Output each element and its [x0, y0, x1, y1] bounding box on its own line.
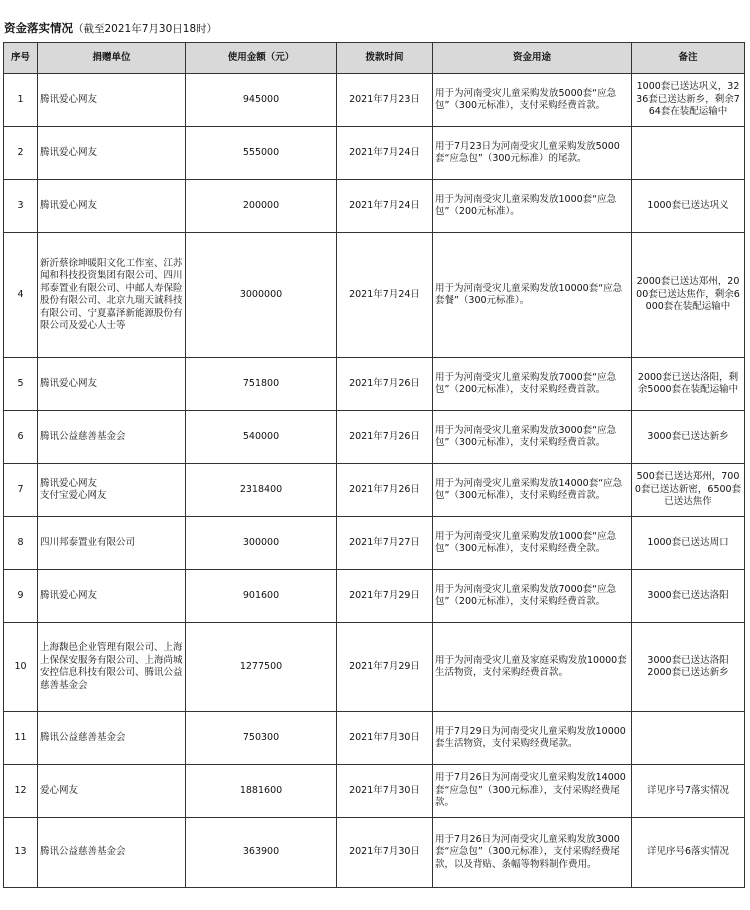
amount-used-cell: 555000 — [186, 127, 337, 180]
row-number-cell: 5 — [4, 358, 38, 411]
fund-purpose-cell: 用于为河南受灾儿童采购发放7000套“应急包”（200元标准），支付采购经费首款。 — [433, 358, 632, 411]
table-row — [4, 818, 745, 888]
fund-purpose-cell: 用于为河南受灾儿童及家庭采购发放10000套生活物资，支付采购经费首款。 — [433, 623, 632, 712]
donor-unit-cell: 腾讯公益慈善基金会 — [38, 712, 186, 765]
row-number-cell: 7 — [4, 464, 38, 517]
row-number-cell: 12 — [4, 765, 38, 818]
row-number-cell: 4 — [4, 233, 38, 358]
allocation-date-cell: 2021年7月26日 — [337, 358, 433, 411]
funds-table — [3, 42, 745, 888]
amount-used-cell: 750300 — [186, 712, 337, 765]
table-row — [4, 411, 745, 464]
fund-purpose-cell: 用于为河南受灾儿童采购发放1000套“应急包”（200元标准）。 — [433, 180, 632, 233]
table-row — [4, 127, 745, 180]
table-header-row — [4, 43, 745, 74]
amount-used-cell: 751800 — [186, 358, 337, 411]
fund-purpose-cell: 用于为河南受灾儿童采购发放7000套“应急包”（200元标准），支付采购经费首款。 — [433, 570, 632, 623]
fund-purpose-cell: 用于为河南受灾儿童采购发放14000套“应急包”（300元标准），支付采购经费首款。 — [433, 464, 632, 517]
amount-used-cell: 363900 — [186, 818, 337, 888]
amount-used-cell: 540000 — [186, 411, 337, 464]
table-row — [4, 712, 745, 765]
header-no: 序号 — [4, 43, 38, 74]
amount-used-cell: 1277500 — [186, 623, 337, 712]
row-number-cell: 3 — [4, 180, 38, 233]
allocation-date-cell: 2021年7月24日 — [337, 233, 433, 358]
donor-unit-cell: 爱心网友 — [38, 765, 186, 818]
row-number-cell: 13 — [4, 818, 38, 888]
row-number-cell: 10 — [4, 623, 38, 712]
fund-purpose-cell: 用于为河南受灾儿童采购发放10000套“应急套餐”（300元标准）。 — [433, 233, 632, 358]
table-row — [4, 517, 745, 570]
remarks-cell: 2000套已送达洛阳，剩余5000套在装配运输中 — [632, 358, 745, 411]
donor-unit-cell: 腾讯爱心网友 — [38, 127, 186, 180]
row-number-cell: 11 — [4, 712, 38, 765]
allocation-date-cell: 2021年7月30日 — [337, 765, 433, 818]
row-number-cell: 9 — [4, 570, 38, 623]
remarks-cell — [632, 127, 745, 180]
remarks-cell — [632, 712, 745, 765]
remarks-cell: 3000套已送达洛阳 — [632, 570, 745, 623]
remarks-cell: 详见序号7落实情况 — [632, 765, 745, 818]
row-number-cell: 8 — [4, 517, 38, 570]
allocation-date-cell: 2021年7月23日 — [337, 74, 433, 127]
amount-used-cell: 2318400 — [186, 464, 337, 517]
fund-purpose-cell: 用于为河南受灾儿童采购发放3000套“应急包”（300元标准），支付采购经费首款。 — [433, 411, 632, 464]
table-row — [4, 570, 745, 623]
header-amount: 使用金额（元） — [186, 43, 337, 74]
row-number-cell: 2 — [4, 127, 38, 180]
donor-unit-cell: 上海馥邑企业管理有限公司、上海上保保安服务有限公司、上海尚城安控信息科技有限公司、腾讯公益慈善基金会 — [38, 623, 186, 712]
fund-purpose-cell: 用于为河南受灾儿童采购发放1000套“应急包”（300元标准），支付采购经费全款。 — [433, 517, 632, 570]
table-row — [4, 74, 745, 127]
amount-used-cell: 300000 — [186, 517, 337, 570]
fund-purpose-cell: 用于7月26日为河南受灾儿童采购发放3000套“应急包”（300元标准），支付采购经费尾款，以及背贴、条幅等物料制作费用。 — [433, 818, 632, 888]
remarks-cell: 3000套已送达洛阳 2000套已送达新乡 — [632, 623, 745, 712]
allocation-date-cell: 2021年7月26日 — [337, 411, 433, 464]
donor-unit-cell: 腾讯爱心网友 支付宝爱心网友 — [38, 464, 186, 517]
donor-unit-cell: 腾讯爱心网友 — [38, 180, 186, 233]
remarks-cell: 500套已送达郑州，7000套已送达新密，6500套已送达焦作 — [632, 464, 745, 517]
donor-unit-cell: 腾讯爱心网友 — [38, 74, 186, 127]
row-number-cell: 6 — [4, 411, 38, 464]
allocation-date-cell: 2021年7月30日 — [337, 712, 433, 765]
amount-used-cell: 1881600 — [186, 765, 337, 818]
allocation-date-cell: 2021年7月30日 — [337, 818, 433, 888]
table-row — [4, 464, 745, 517]
remarks-cell: 2000套已送达郑州，2000套已送达焦作，剩余6000套在装配运输中 — [632, 233, 745, 358]
report-title — [4, 20, 217, 37]
allocation-date-cell: 2021年7月27日 — [337, 517, 433, 570]
table-row — [4, 180, 745, 233]
table-row — [4, 623, 745, 712]
remarks-cell: 详见序号6落实情况 — [632, 818, 745, 888]
report-title-main: 资金落实情况 — [4, 21, 73, 35]
allocation-date-cell: 2021年7月26日 — [337, 464, 433, 517]
amount-used-cell: 901600 — [186, 570, 337, 623]
donor-unit-cell: 新沂蔡徐坤暖阳文化工作室、江苏闻和科技投资集团有限公司、四川邦泰置业有限公司、中邮人寿保险股份有限公司、北京九瑞天诚科技有限公司、宁夏嘉泽新能源股份有限公司及爱心人士等 — [38, 233, 186, 358]
table-row — [4, 765, 745, 818]
table-row — [4, 358, 745, 411]
table-row — [4, 233, 745, 358]
amount-used-cell: 3000000 — [186, 233, 337, 358]
remarks-cell: 1000套已送达巩义，3236套已送达新乡，剩余764套在装配运输中 — [632, 74, 745, 127]
fund-purpose-cell: 用于为河南受灾儿童采购发放5000套“应急包”（300元标准），支付采购经费首款。 — [433, 74, 632, 127]
remarks-cell: 3000套已送达新乡 — [632, 411, 745, 464]
table-body — [4, 74, 745, 888]
allocation-date-cell: 2021年7月29日 — [337, 623, 433, 712]
remarks-cell: 1000套已送达巩义 — [632, 180, 745, 233]
remarks-cell: 1000套已送达周口 — [632, 517, 745, 570]
donor-unit-cell: 腾讯公益慈善基金会 — [38, 411, 186, 464]
header-org: 捐赠单位 — [38, 43, 186, 74]
donor-unit-cell: 四川邦泰置业有限公司 — [38, 517, 186, 570]
fund-purpose-cell: 用于7月26日为河南受灾儿童采购发放14000套“应急包”（300元标准），支付采购经费尾款。 — [433, 765, 632, 818]
amount-used-cell: 200000 — [186, 180, 337, 233]
allocation-date-cell: 2021年7月24日 — [337, 127, 433, 180]
header-note: 备注 — [632, 43, 745, 74]
allocation-date-cell: 2021年7月29日 — [337, 570, 433, 623]
amount-used-cell: 945000 — [186, 74, 337, 127]
header-use: 资金用途 — [433, 43, 632, 74]
donor-unit-cell: 腾讯爱心网友 — [38, 358, 186, 411]
allocation-date-cell: 2021年7月24日 — [337, 180, 433, 233]
row-number-cell: 1 — [4, 74, 38, 127]
fund-purpose-cell: 用于7月23日为河南受灾儿童采购发放5000套“应急包”（300元标准）的尾款。 — [433, 127, 632, 180]
donor-unit-cell: 腾讯爱心网友 — [38, 570, 186, 623]
report-title-sub: （截至2021年7月30日18时） — [73, 23, 218, 35]
donor-unit-cell: 腾讯公益慈善基金会 — [38, 818, 186, 888]
header-date: 拨款时间 — [337, 43, 433, 74]
fund-purpose-cell: 用于7月29日为河南受灾儿童采购发放10000套生活物资，支付采购经费尾款。 — [433, 712, 632, 765]
